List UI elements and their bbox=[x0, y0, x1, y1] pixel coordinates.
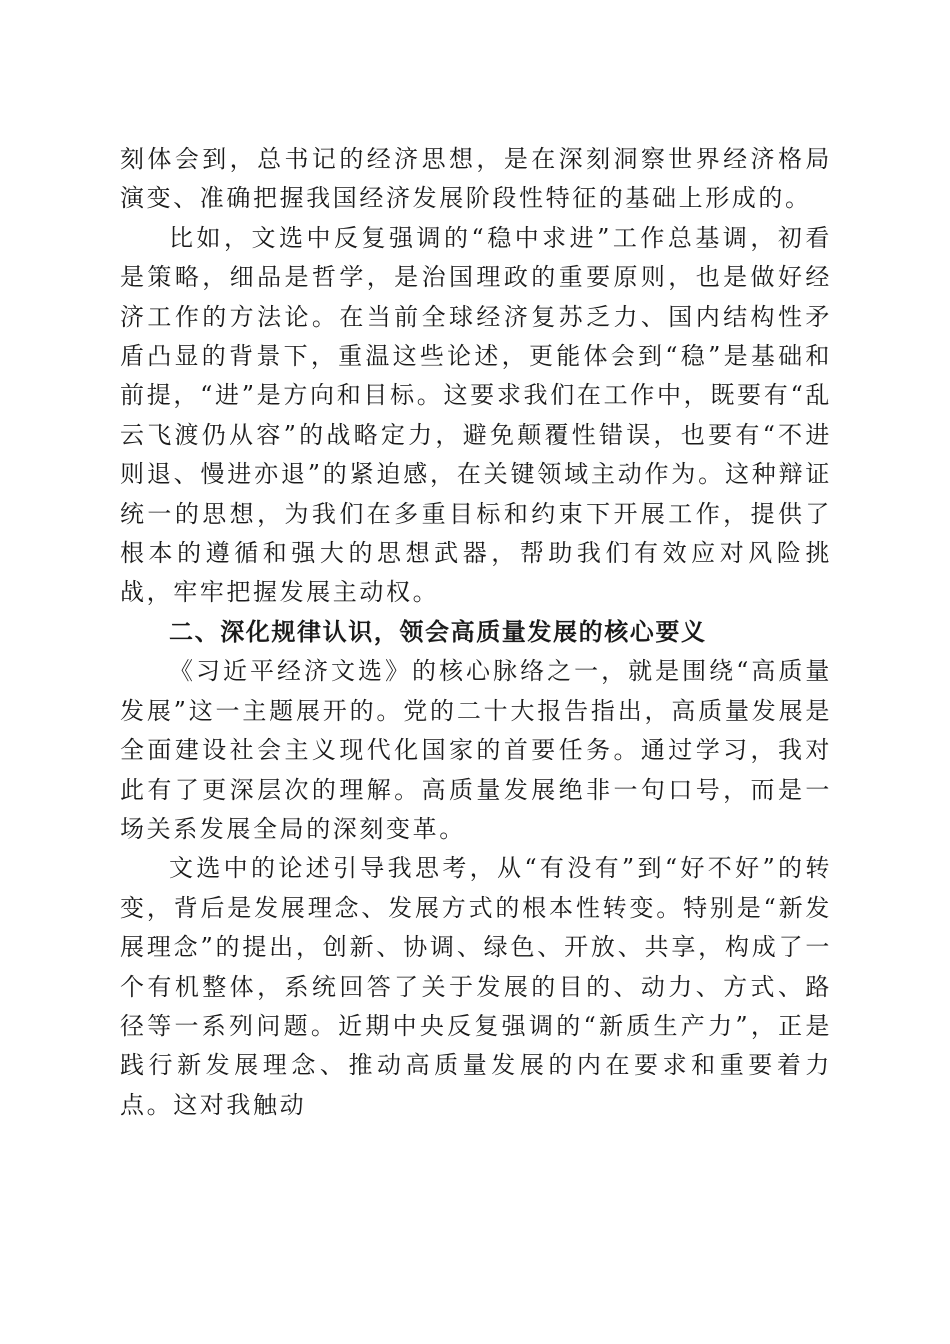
paragraph-high-quality-development: 《习近平经济文选》的核心脉络之一，就是围绕“高质量发展”这一主题展开的。党的二十大报告指出，高质量发展是全面建设社会主义现代化国家的首要任务。通过学习，我对此有了更深层次的理解。高质量发展绝非一句口号，而是一场关系发展全局的深刻变革。 bbox=[120, 657, 832, 843]
paragraph-continued: 刻体会到，总书记的经济思想，是在深刻洞察世界经济格局演变、准确把握我国经济发展阶段性特征的基础上形成的。 bbox=[120, 145, 832, 213]
paragraph-new-development-concept: 文选中的论述引导我思考，从“有没有”到“好不好”的转变，背后是发展理念、发展方式的根本性转变。特别是“新发展理念”的提出，创新、协调、绿色、开放、共享，构成了一个有机整体，系统回答了关于发展的目的、动力、方式、路径等一系列问题。近期中央反复强调的“新质生产力”，正是践行新发展理念、推动高质量发展的内在要求和重要着力点。这对我触动 bbox=[120, 854, 832, 1119]
paragraph-steady-progress: 比如，文选中反复强调的“稳中求进”工作总基调，初看是策略，细品是哲学，是治国理政的重要原则，也是做好经济工作的方法论。在当前全球经济复苏乏力、国内结构性矛盾凸显的背景下，重温这些论述，更能体会到“稳”是基础和前提，“进”是方向和目标。这要求我们在工作中，既要有“乱云飞渡仍从容”的战略定力，避免颠覆性错误，也要有“不进则退、慢进亦退”的紧迫感，在关键领域主动作为。这种辩证统一的思想，为我们在多重目标和约束下开展工作，提供了根本的遵循和强大的思想武器，帮助我们有效应对风险挑战，牢牢把握发展主动权。 bbox=[120, 223, 832, 607]
document-body bbox=[120, 140, 832, 1125]
section-heading: 二、深化规律认识，领会高质量发展的核心要义 bbox=[169, 617, 707, 646]
